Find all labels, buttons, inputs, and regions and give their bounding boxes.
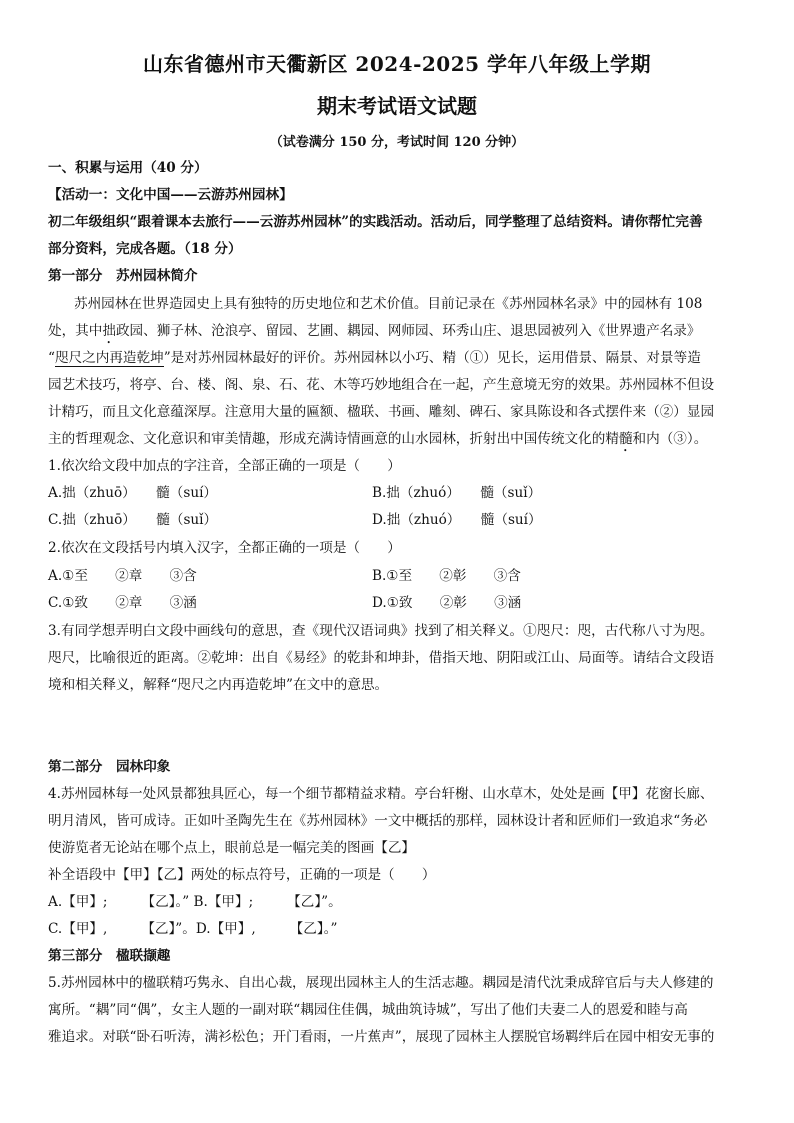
activity-title: 【活动一：文化中国——云游苏州园林】 bbox=[48, 187, 293, 203]
question-stem: 1.依次给文段中加点的字注音，全部正确的一项是（ ） bbox=[48, 458, 401, 474]
question-stem: 补全语段中【甲】【乙】两处的标点符号，正确的一项是（ ） bbox=[48, 867, 436, 883]
question-line: 5.苏州园林中的楹联精巧隽永、自出心裁，展现出园林主人的生活志趣。耦园是清代沈秉成辞官后与夫人修建的 bbox=[48, 975, 714, 991]
passage-line: 苏州园林在世界造园史上具有独特的历史地位和艺术价值。目前记录在《苏州园林名录》中的园林有 108 bbox=[74, 296, 703, 312]
passage-line: 计精巧，而且文化意蕴深厚。注意用大量的匾额、楹联、书画、雕刻、碑石、家具陈设和各式摆件来（②）显园 bbox=[48, 404, 715, 420]
passage-line bbox=[48, 321, 748, 347]
passage-text: 政园、狮子林、沧浪亭、留园、艺圃、耦园、网师园、环秀山庄、退思园被列入《世界遗产名录》 bbox=[115, 323, 701, 339]
part-title: 第一部分 苏州园林简介 bbox=[48, 268, 198, 284]
part-title: 第二部分 园林印象 bbox=[48, 759, 171, 775]
exam-title: 山东省德州市天衢新区 2024-2025 学年八年级上学期 bbox=[142, 52, 652, 76]
options-line: A.【甲】; 【乙】。” B.【甲】; 【乙】”。 bbox=[48, 894, 342, 910]
question-line: 4.苏州园林每一处风景都独具匠心，每一个细节都精益求精。亭台轩榭、山水草木，处处是画【甲】花窗长廊、 bbox=[48, 786, 714, 802]
passage-line bbox=[48, 348, 748, 368]
exam-subtitle: 期末考试语文试题 bbox=[317, 94, 477, 118]
passage-text: 主的哲理观念、文化意识和审美情趣，形成充满诗情画意的山水园林，折射出中国传统文化的精 bbox=[48, 431, 619, 447]
passage-line: 园艺术技巧，将亭、台、楼、阁、泉、石、花、木等巧妙地组合在一起，产生意境无穷的效果。苏州园林不但设 bbox=[48, 377, 715, 393]
quote-mark: “ bbox=[48, 350, 55, 366]
option-b: B.拙（zhuó） 髓（suǐ） bbox=[372, 485, 542, 501]
activity-intro-line: 部分资料，完成各题。（18 分） bbox=[48, 241, 242, 257]
activity-intro-line: 初二年级组织“跟着课本去旅行——云游苏州园林”的实践活动。活动后，同学整理了总结资料。请你帮忙完善 bbox=[48, 214, 703, 230]
exam-note: （试卷满分 150 分，考试时间 120 分钟） bbox=[269, 135, 525, 150]
dotted-char: 髓 bbox=[618, 431, 633, 447]
passage-text: 处，其中 bbox=[48, 323, 103, 339]
option-d: D.拙（zhuó） 髓（suí） bbox=[372, 512, 542, 528]
question-stem: 2.依次在文段括号内填入汉字，全都正确的一项是（ ） bbox=[48, 540, 401, 556]
passage-text: ”是对苏州园林最好的评价。苏州园林以小巧、精（①）见长，运用借景、隔景、对景等造 bbox=[163, 350, 701, 366]
question-line: 境和相关释义，解释“咫尺之内再造乾坤”在文中的意思。 bbox=[48, 677, 389, 693]
passage-text: 和内（③）。 bbox=[632, 431, 708, 447]
passage-line bbox=[48, 429, 748, 455]
part-title: 第三部分 楹联撷趣 bbox=[48, 948, 171, 964]
option-b: B.①至 ②彰 ③含 bbox=[372, 568, 521, 584]
option-a: A.拙（zhuō） 髓（suí） bbox=[48, 485, 218, 501]
section-heading: 一、积累与运用（40 分） bbox=[48, 160, 208, 176]
question-line: 使游览者无论站在哪个点上，眼前总是一幅完美的图画【乙】 bbox=[48, 840, 416, 856]
option-d: D.①致 ②彰 ③涵 bbox=[372, 595, 522, 611]
question-line: 雅追求。对联“卧石听涛，满衫松色；开门看雨，一片蕉声”，展现了园林主人摆脱官场羁绊后在园中相安无事的 bbox=[48, 1029, 715, 1045]
question-line: 寓所。“耦”同“偶”，女主人题的一副对联“耦园住佳偶，城曲筑诗城”，写出了他们夫妻二人的恩爱和睦与高 bbox=[48, 1002, 688, 1018]
option-c: C.拙（zhuō） 髓（suǐ） bbox=[48, 512, 218, 528]
option-c: C.①致 ②章 ③涵 bbox=[48, 595, 197, 611]
question-line: 3.有同学想弄明白文段中画线句的意思，查《现代汉语词典》找到了相关释义。①咫尺：咫，古代称八寸为咫。 bbox=[48, 623, 714, 639]
option-a: A.①至 ②章 ③含 bbox=[48, 568, 197, 584]
options-line: C.【甲】, 【乙】”。D.【甲】, 【乙】。” bbox=[48, 921, 338, 937]
dotted-char: 拙 bbox=[102, 323, 116, 339]
underlined-phrase: 咫尺之内再造乾坤 bbox=[54, 350, 164, 366]
question-line: 咫尺，比喻很近的距离。②乾坤：出自《易经》的乾卦和坤卦，借指天地、阴阳或江山、局面等。请结合文段语 bbox=[48, 650, 715, 666]
question-line: 明月清风，皆可成诗。正如叶圣陶先生在《苏州园林》一文中概括的那样，园林设计者和匠师们一致追求“务必 bbox=[48, 813, 708, 829]
